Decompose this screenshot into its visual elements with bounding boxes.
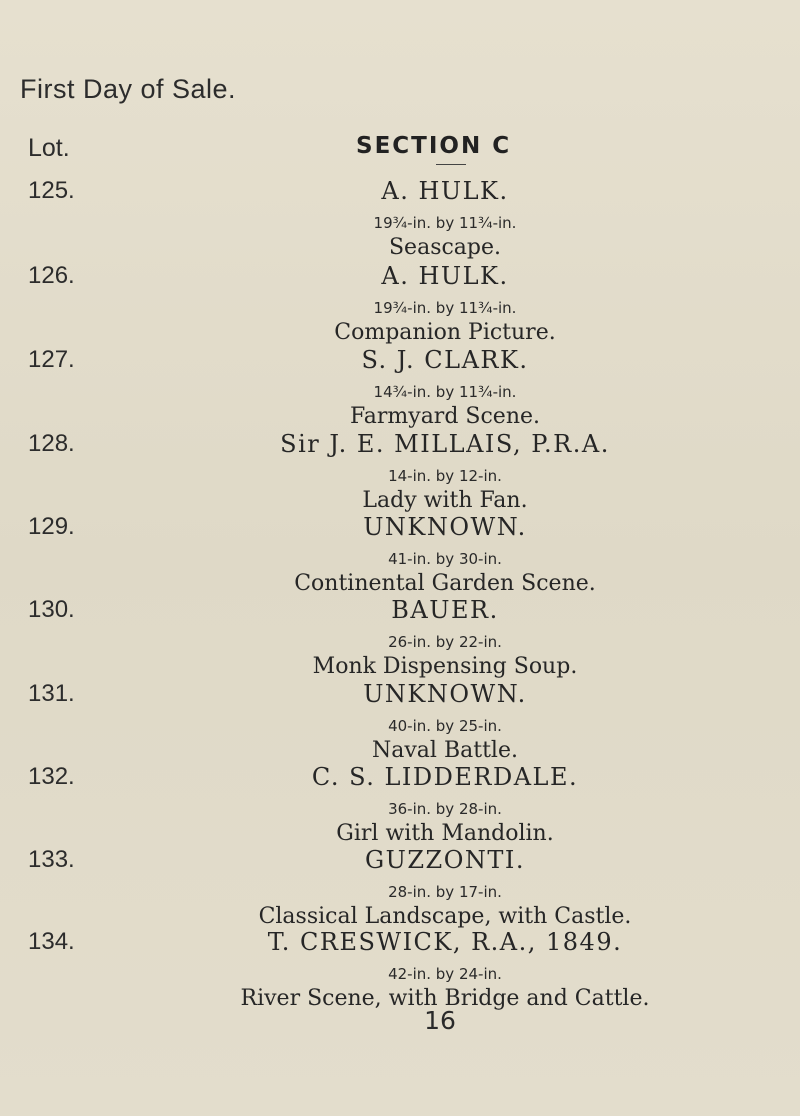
- lot-number: 133.: [28, 846, 75, 873]
- lot-artist: A. HULK.: [381, 177, 509, 205]
- lot-artist: Sir J. E. MILLAIS, P.R.A.: [280, 430, 610, 458]
- lot-artist: T. CRESWICK, R.A., 1849.: [267, 928, 623, 956]
- lot-title: Continental Garden Scene.: [294, 571, 596, 596]
- lot-title: Seascape.: [388, 235, 502, 260]
- lot-dimensions: 41-in. by 30-in.: [388, 550, 502, 568]
- lot-dimensions: 14¾-in. by 11¾-in.: [373, 383, 517, 401]
- lot-artist: GUZZONTI.: [364, 846, 526, 874]
- lot-artist: C. S. LIDDERDALE.: [311, 763, 579, 791]
- lot-number: 134.: [28, 928, 75, 955]
- section-rule: [436, 164, 466, 165]
- lot-dimensions: 36-in. by 28-in.: [388, 800, 502, 818]
- lot-artist: UNKNOWN.: [363, 680, 527, 708]
- lot-title: Farmyard Scene.: [350, 404, 540, 429]
- section-title: SECTION C: [356, 133, 512, 159]
- lot-number: 126.: [28, 262, 75, 289]
- lot-artist: A. HULK.: [381, 262, 509, 290]
- lot-column-title: Lot.: [28, 134, 70, 162]
- lot-artist: BAUER.: [391, 596, 499, 624]
- lot-dimensions: 14-in. by 12-in.: [388, 467, 502, 485]
- lot-dimensions: 40-in. by 25-in.: [388, 717, 502, 735]
- page-number: 16: [424, 1006, 456, 1035]
- lot-title: Monk Dispensing Soup.: [312, 654, 578, 679]
- lot-number: 131.: [28, 680, 75, 707]
- lot-number: 130.: [28, 596, 75, 623]
- lot-title: Companion Picture.: [334, 320, 556, 345]
- lot-title: Naval Battle.: [372, 738, 518, 763]
- lot-title: Lady with Fan.: [362, 488, 528, 513]
- lot-number: 129.: [28, 513, 75, 540]
- sale-day-header: First Day of Sale.: [20, 74, 237, 104]
- lot-artist: UNKNOWN.: [363, 513, 527, 541]
- lot-dimensions: 19¾-in. by 11¾-in.: [373, 214, 517, 232]
- lot-dimensions: 26-in. by 22-in.: [388, 633, 502, 651]
- lot-number: 132.: [28, 763, 75, 790]
- lot-title: Girl with Mandolin.: [336, 821, 554, 846]
- lot-number: 125.: [28, 177, 75, 204]
- lot-dimensions: 28-in. by 17-in.: [388, 883, 502, 901]
- lot-dimensions: 19¾-in. by 11¾-in.: [373, 299, 517, 317]
- lot-number: 128.: [28, 430, 75, 457]
- lot-artist: S. J. CLARK.: [361, 346, 529, 374]
- lot-number: 127.: [28, 346, 75, 373]
- lot-dimensions: 42-in. by 24-in.: [388, 965, 502, 983]
- lot-title: Classical Landscape, with Castle.: [258, 904, 632, 929]
- lot-title: River Scene, with Bridge and Cattle.: [240, 986, 650, 1011]
